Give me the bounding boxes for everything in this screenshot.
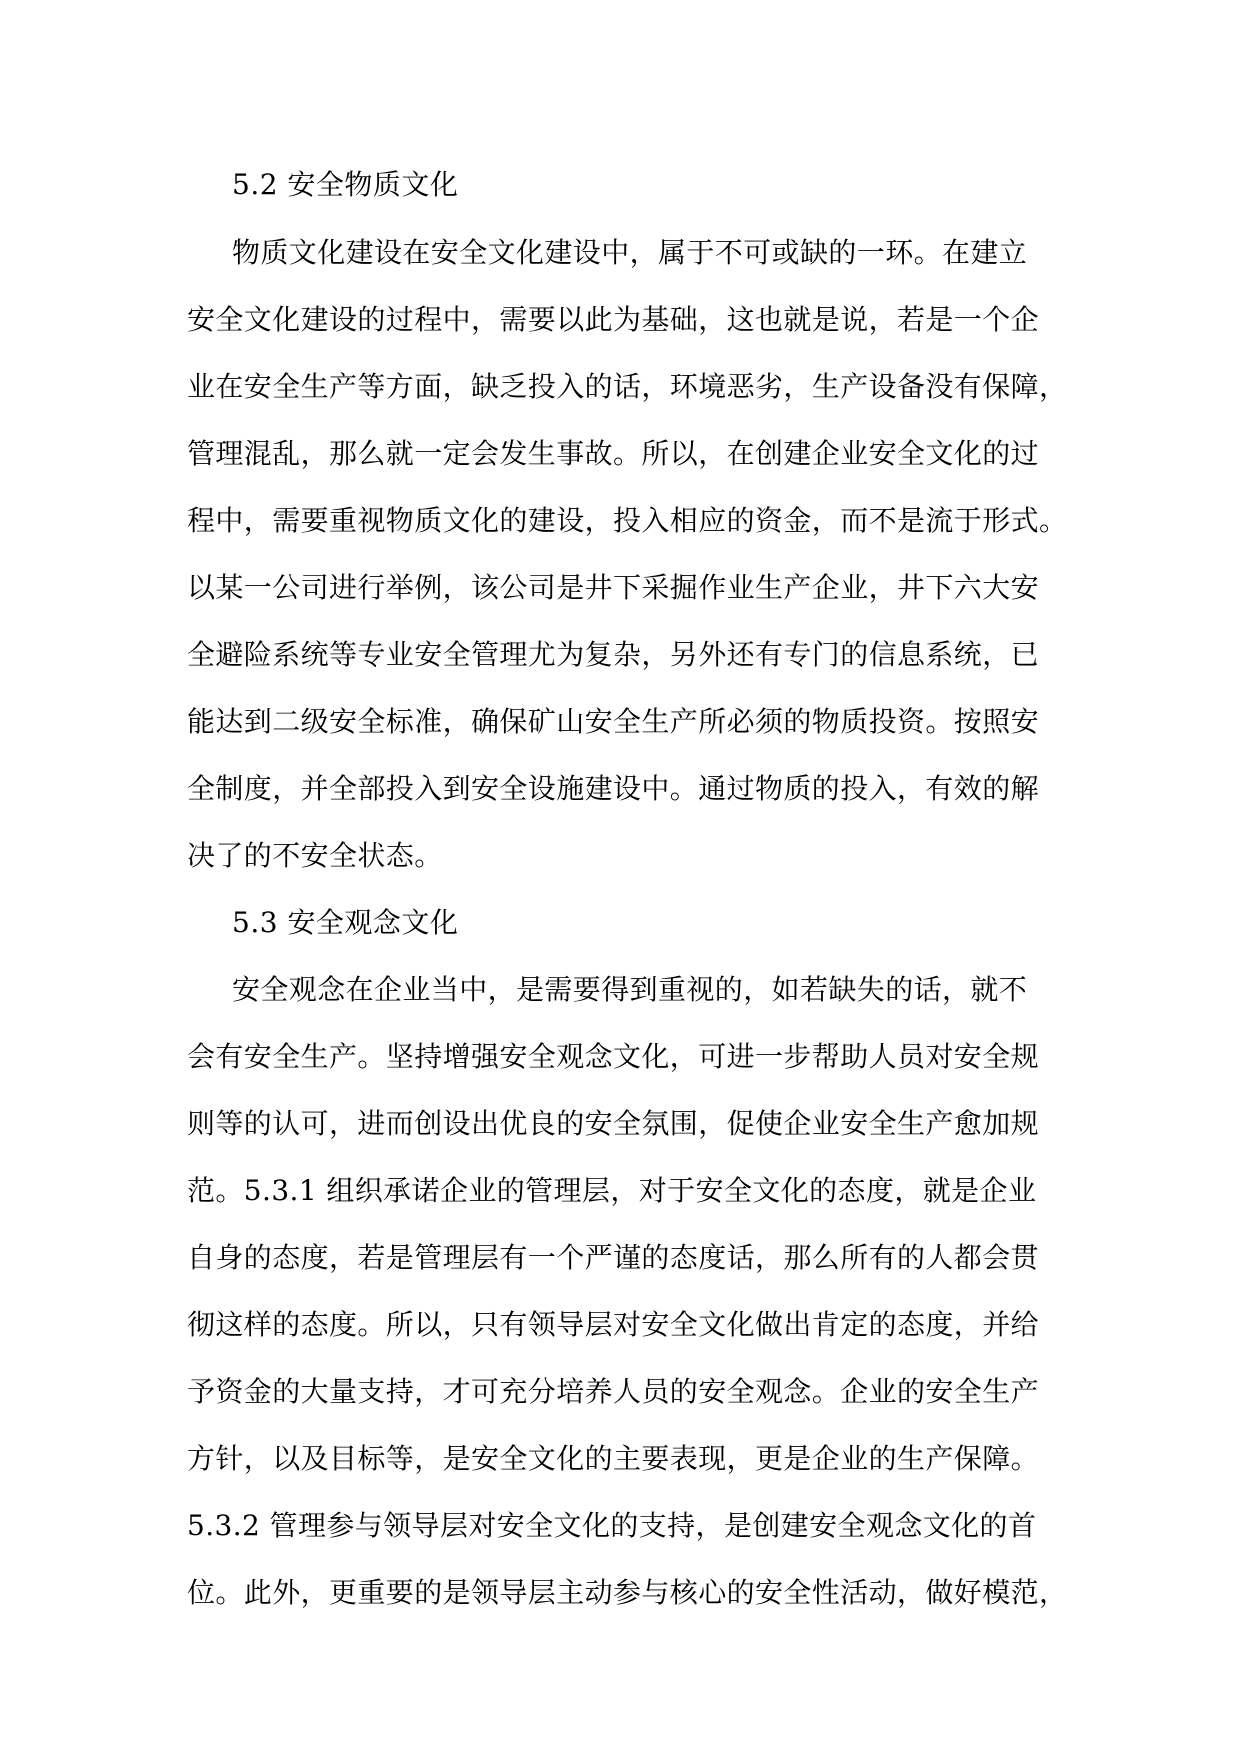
paragraph-line: 自身的态度，若是管理层有一个严谨的态度话，那么所有的人都会贯	[187, 1241, 1040, 1274]
paragraph-line: 全制度，并全部投入到安全设施建设中。通过物质的投入，有效的解	[187, 772, 1040, 805]
paragraph-line: 范。5.3.1 组织承诺企业的管理层，对于安全文化的态度，就是企业	[187, 1174, 1037, 1207]
paragraph-line: 5.3.2 管理参与领导层对安全文化的支持，是创建安全观念文化的首	[187, 1509, 1037, 1542]
paragraph-line: 予资金的大量支持，才可充分培养人员的安全观念。企业的安全生产	[187, 1375, 1040, 1408]
paragraph-line: 业在安全生产等方面，缺乏投入的话，环境恶劣，生产设备没有保障，	[187, 370, 1068, 403]
paragraph-line: 安全文化建设的过程中，需要以此为基础，这也就是说，若是一个企	[187, 303, 1040, 336]
section-heading-5-2: 5.2 安全物质文化	[232, 168, 459, 201]
section-heading-5-3: 5.3 安全观念文化	[232, 906, 459, 939]
paragraph-line: 位。此外，更重要的是领导层主动参与核心的安全性活动，做好模范，	[187, 1576, 1068, 1609]
paragraph-line: 物质文化建设在安全文化建设中，属于不可或缺的一环。在建立	[232, 236, 1028, 269]
paragraph-line: 管理混乱，那么就一定会发生事故。所以，在创建企业安全文化的过	[187, 437, 1040, 470]
paragraph-line: 能达到二级安全标准，确保矿山安全生产所必须的物质投资。按照安	[187, 705, 1040, 738]
paragraph-line: 程中，需要重视物质文化的建设，投入相应的资金，而不是流于形式。	[187, 504, 1068, 537]
paragraph-line: 安全观念在企业当中，是需要得到重视的，如若缺失的话，就不	[232, 973, 1028, 1006]
paragraph-line: 以某一公司进行举例，该公司是井下采掘作业生产企业，井下六大安	[187, 571, 1040, 604]
paragraph-line: 则等的认可，进而创设出优良的安全氛围，促使企业安全生产愈加规	[187, 1107, 1040, 1140]
paragraph-line: 决了的不安全状态。	[187, 839, 443, 872]
paragraph-line: 方针，以及目标等，是安全文化的主要表现，更是企业的生产保障。	[187, 1442, 1040, 1475]
paragraph-line: 会有安全生产。坚持增强安全观念文化，可进一步帮助人员对安全规	[187, 1040, 1040, 1073]
paragraph-line: 全避险系统等专业安全管理尤为复杂，另外还有专门的信息系统，已	[187, 638, 1040, 671]
paragraph-line: 彻这样的态度。所以，只有领导层对安全文化做出肯定的态度，并给	[187, 1308, 1040, 1341]
